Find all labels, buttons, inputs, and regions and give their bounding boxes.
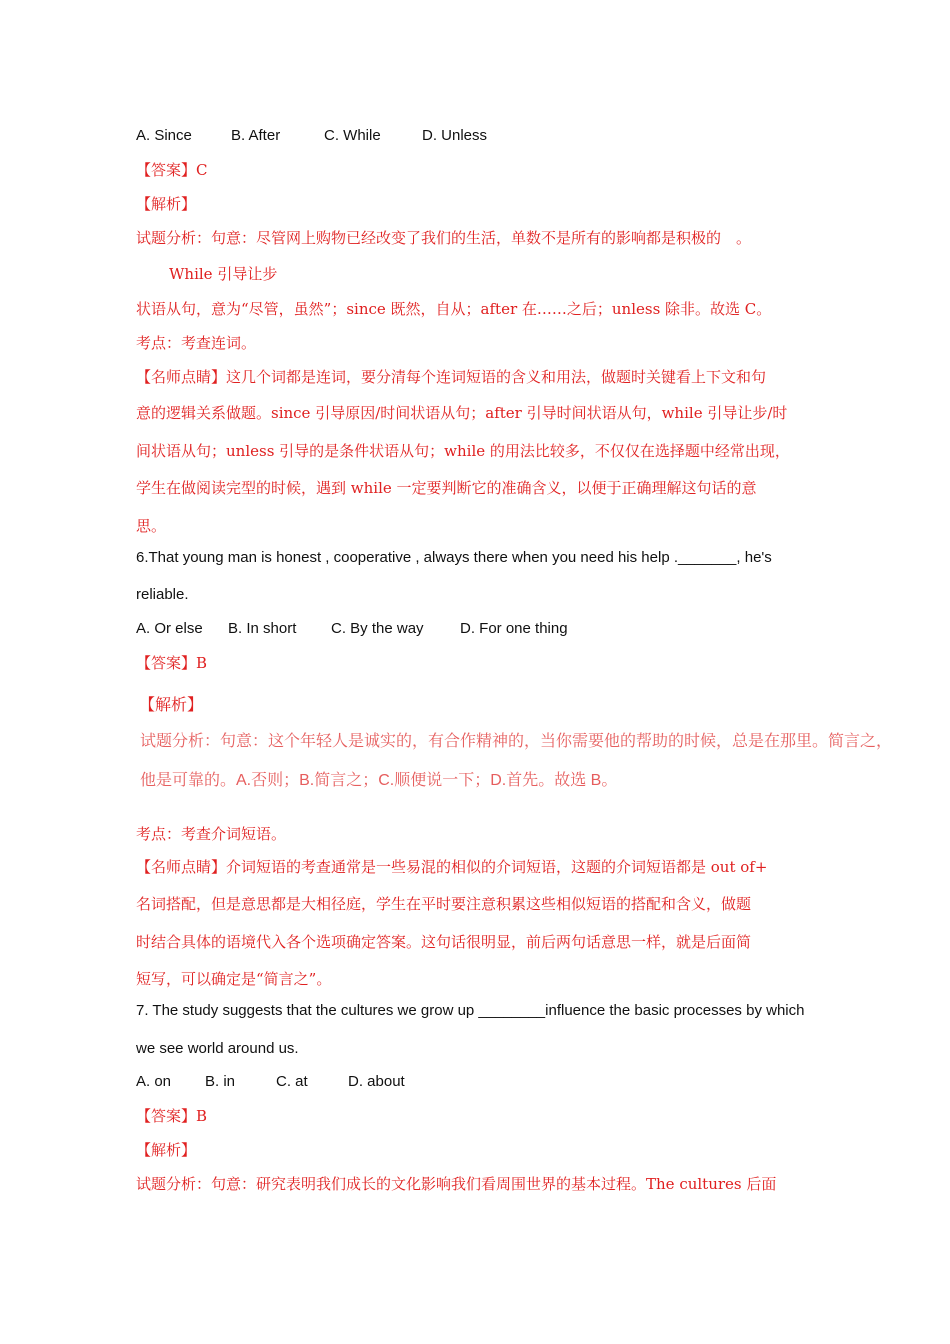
q6-kaodian: 考点：考查介词短语。	[136, 825, 287, 843]
q6-option-c: C. By the way	[331, 620, 424, 637]
q6-tip-line-4: 短写，可以确定是“简言之”。	[136, 970, 332, 988]
q5-option-a: A. Since	[136, 127, 192, 144]
q7-options	[136, 1072, 405, 1092]
q5-tip-line-1: 【名师点睛】这几个词都是连词，要分清每个连词短语的含义和用法，做题时关键看上下文和句	[136, 368, 767, 386]
q5-options	[136, 126, 487, 146]
q5-analysis-line-3: 状语从句，意为“尽管，虽然”；since 既然，自从；after 在……之后；unless 除非。故选 C。	[136, 300, 772, 318]
q5-answer: 【答案】C	[136, 161, 208, 179]
q5-tip-line-5: 思。	[136, 517, 167, 535]
q6-analysis-line-2: 他是可靠的。A.否则；B.简言之；C.顺便说一下；D.首先。故选 B。	[140, 772, 618, 789]
q7-stem-line-1: 7. The study suggests that the cultures we grow up ________influence the basic processes by which	[136, 1002, 805, 1019]
q6-option-a: A. Or else	[136, 620, 203, 637]
q7-option-b: B. in	[205, 1073, 236, 1090]
q5-option-c: C. While	[324, 127, 381, 144]
q7-option-d: D. about	[348, 1073, 405, 1090]
q6-tip-line-2: 名词搭配，但是意思都是大相径庭，学生在平时要注意积累这些相似短语的搭配和含义，做题	[136, 895, 752, 913]
q5-analysis-label: 【解析】	[136, 195, 197, 213]
q5-analysis-line-2: While 引导让步	[169, 265, 278, 283]
q5-tip-line-4: 学生在做阅读完型的时候，遇到 while 一定要判断它的准确含义，以便于正确理解这句话的意	[136, 479, 757, 497]
q6-option-d: D. For one thing	[460, 620, 568, 637]
q5-option-d: D. Unless	[422, 127, 488, 144]
q7-analysis-line-1: 试题分析：句意：研究表明我们成长的文化影响我们看周围世界的基本过程。The cultures 后面	[136, 1175, 777, 1193]
q5-option-b: B. After	[231, 127, 281, 144]
q7-option-c: C. at	[276, 1073, 308, 1090]
q6-tip-line-1: 【名师点睛】介词短语的考查通常是一些易混的相似的介词短语，这题的介词短语都是 out of+	[136, 858, 768, 876]
q6-analysis-label: 【解析】	[139, 695, 204, 714]
q7-stem-line-2: we see world around us.	[136, 1040, 299, 1057]
q6-answer: 【答案】B	[136, 654, 208, 672]
q6-tip-line-3: 时结合具体的语境代入各个选项确定答案。这句话很明显，前后两句话意思一样，就是后面简	[136, 933, 752, 951]
q5-tip-line-3: 间状语从句；unless 引导的是条件状语从句；while 的用法比较多，不仅仅在选择题中经常出现，	[136, 442, 790, 460]
q5-tip-line-2: 意的逻辑关系做题。since 引导原因/时间状语从句；after 引导时间状语从句，while 引导让步/时	[136, 404, 788, 422]
q5-analysis-line-1: 试题分析：句意：尽管网上购物已经改变了我们的生活，单数不是所有的影响都是积极的 。	[136, 229, 752, 247]
q6-stem-line-2: reliable.	[136, 586, 189, 603]
q5-kaodian: 考点：考查连词。	[136, 334, 257, 352]
q6-option-b: B. In short	[228, 620, 297, 637]
q6-options	[136, 619, 568, 639]
q7-option-a: A. on	[136, 1073, 172, 1090]
q7-answer: 【答案】B	[136, 1107, 208, 1125]
q6-stem-line-1: 6.That young man is honest , cooperative , always there when you need his help ._______, he's	[136, 549, 772, 566]
q6-analysis-line-1: 试题分析：句意：这个年轻人是诚实的，有合作精神的，当你需要他的帮助的时候，总是在那里。简言之，	[140, 733, 893, 750]
q7-analysis-label: 【解析】	[136, 1141, 197, 1159]
